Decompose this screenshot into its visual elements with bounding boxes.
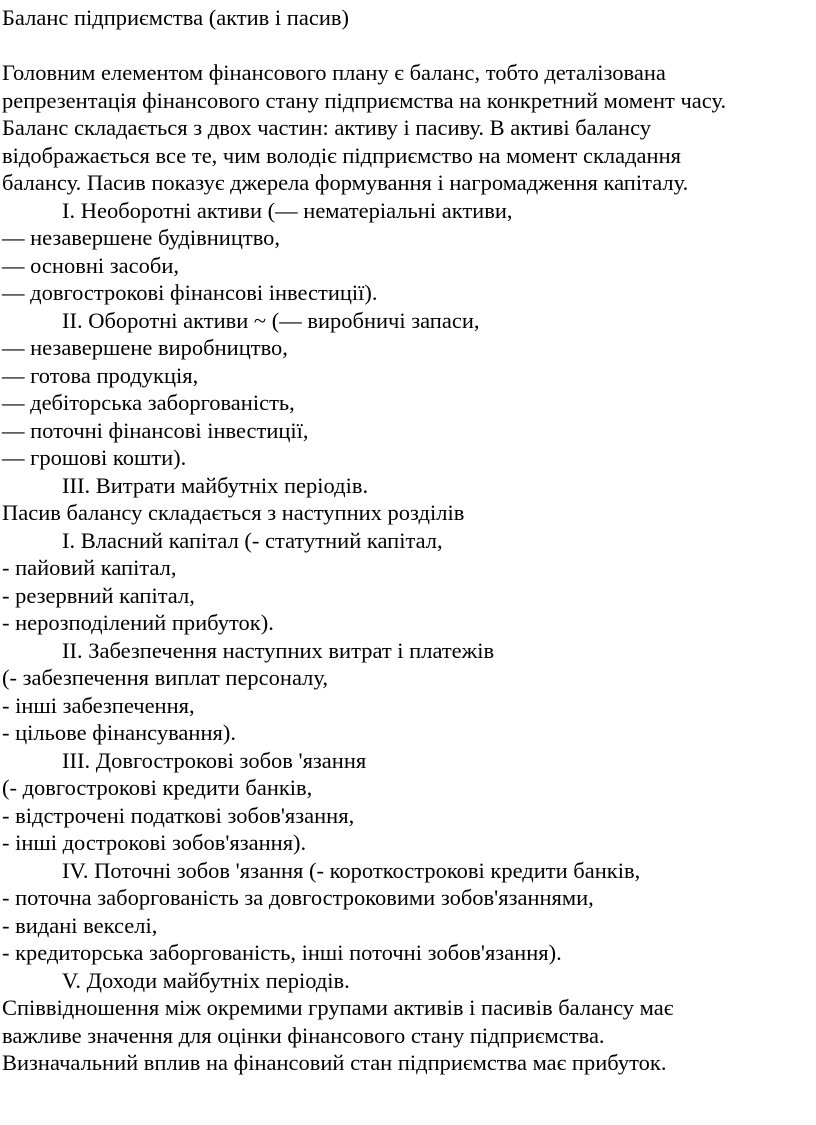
list-item: — незавершене виробництво, <box>2 335 288 360</box>
list-item: - нерозподілений прибуток). <box>2 610 274 635</box>
list-item: - кредиторська заборгованість, інші поточні зобов'язання). <box>2 940 562 965</box>
liability-section-4 <box>2 857 814 967</box>
section-heading: ІІ. Оборотні активи ~ (— виробничі запаси, <box>62 307 480 333</box>
list-item: - пайовий капітал, <box>2 555 177 580</box>
list-item: (- довгострокові кредити банків, <box>2 775 313 800</box>
liability-section-2 <box>2 637 814 747</box>
asset-section-2 <box>2 307 814 472</box>
asset-section-1 <box>2 197 814 307</box>
liability-section-1 <box>2 527 814 637</box>
list-item: - інші дострокові зобов'язання). <box>2 830 307 855</box>
document-title: Баланс підприємства (актив і пасив) <box>2 5 349 30</box>
liability-intro: Пасив балансу складається з наступних розділів <box>2 500 465 525</box>
section-heading: ІІІ. Витрати майбутніх періодів. <box>62 472 369 498</box>
list-item: - видані векселі, <box>2 912 158 938</box>
list-item: — незавершене будівництво, <box>2 225 281 250</box>
section-heading: ІІІ. Довгострокові зобов 'язання <box>62 747 367 773</box>
list-item: - поточна заборгованість за довгостроковими зобов'язаннями, <box>2 885 594 910</box>
list-item: — дебіторська заборгованість, <box>2 390 295 415</box>
liability-section-3 <box>2 747 814 857</box>
intro-line: відображається все те, чим володіє підприємство на момент складання <box>2 142 681 168</box>
section-heading: V. Доходи майбутніх періодів. <box>62 967 350 993</box>
asset-section-3 <box>2 472 814 500</box>
conclusion-line: Визначальний вплив на фінансовий стан підприємства має прибуток. <box>2 1050 667 1075</box>
intro-line: репрезентація фінансового стану підприємства на конкретний момент часу. <box>2 87 727 113</box>
document-page <box>2 0 814 1077</box>
list-item: (- забезпечення виплат персоналу, <box>2 665 328 690</box>
section-heading: IV. Поточні зобов 'язання (- короткострокові кредити банків, <box>62 857 641 883</box>
conclusion-line: важливе значення для оцінки фінансового стану підприємства. <box>2 1022 605 1048</box>
list-item: — поточні фінансові інвестиції, <box>2 417 309 443</box>
section-heading: І. Необоротні активи (— нематеріальні активи, <box>62 197 513 223</box>
list-item: - цільове фінансування). <box>2 720 236 745</box>
intro-line: Головним елементом фінансового плану є баланс, тобто деталізована <box>2 60 666 85</box>
blank-line <box>2 32 814 60</box>
intro-paragraph <box>2 59 814 197</box>
list-item: - резервний капітал, <box>2 582 195 608</box>
list-item: - відстрочені податкові зобов'язання, <box>2 802 355 828</box>
list-item: — готова продукція, <box>2 362 199 388</box>
section-heading: ІІ. Забезпечення наступних витрат і платежів <box>62 637 495 663</box>
conclusion-paragraph <box>2 994 814 1077</box>
intro-line: Баланс складається з двох частин: активу і пасиву. В активі балансу <box>2 115 652 140</box>
list-item: — грошові кошти). <box>2 445 187 470</box>
intro-line: балансу. Пасив показує джерела формування і нагромадження капіталу. <box>2 170 689 195</box>
list-item: - інші забезпечення, <box>2 692 195 718</box>
conclusion-line: Співвідношення між окремими групами активів і пасивів балансу має <box>2 995 674 1020</box>
section-heading: І. Власний капітал (- статутний капітал, <box>62 527 443 553</box>
liability-section-5 <box>2 967 814 995</box>
list-item: — основні засоби, <box>2 252 179 278</box>
list-item: — довгострокові фінансові інвестиції). <box>2 280 378 305</box>
